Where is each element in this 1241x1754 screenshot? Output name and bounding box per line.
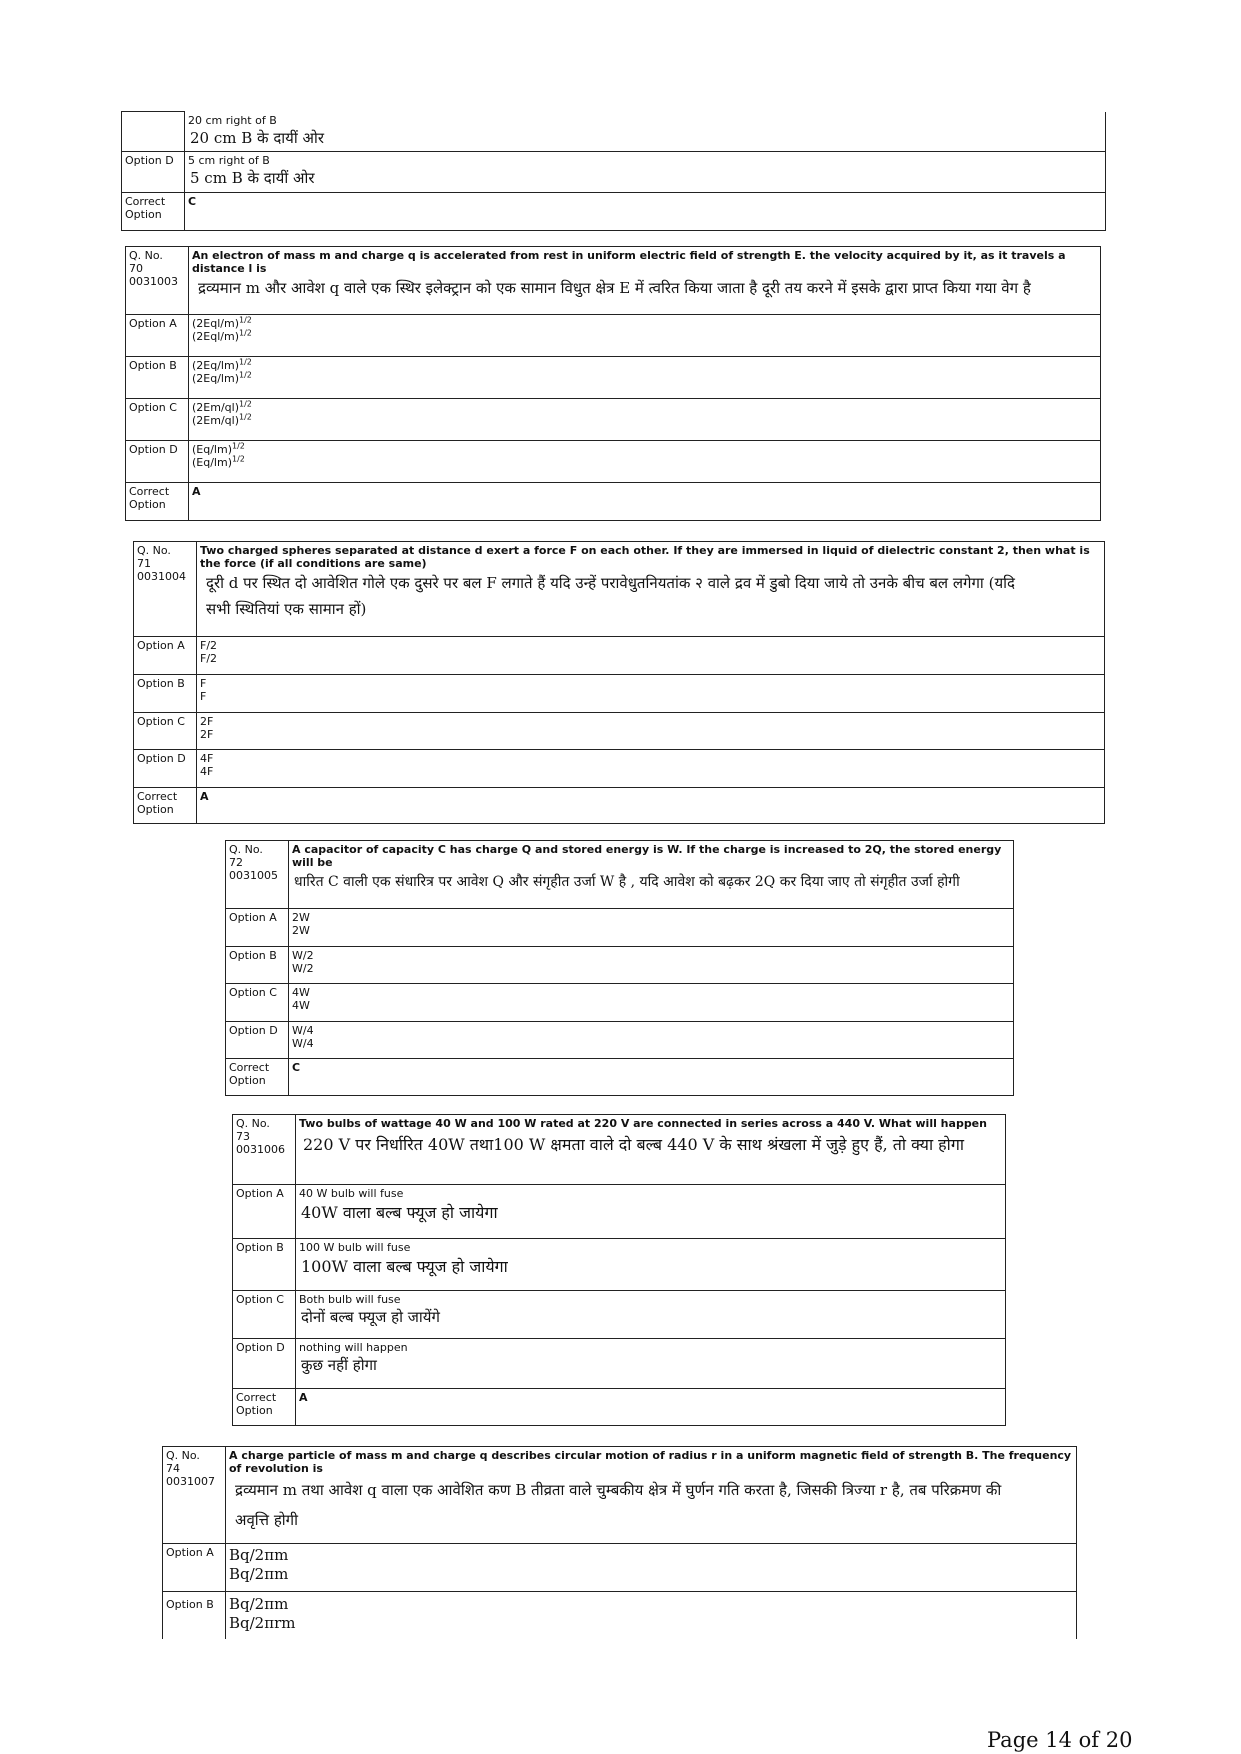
correct-option-value: A (197, 788, 1105, 824)
option-d-text: 4F 4F (197, 750, 1105, 788)
option-b-formula-2: Bq/2πrm (229, 1614, 296, 1632)
option-a-text (226, 1544, 1077, 1592)
option-a-text: 2W 2W (289, 909, 1014, 947)
correct-option-value: A (189, 483, 1101, 521)
question-number: Q. No. 70 0031003 (126, 247, 189, 315)
question-en: A charge particle of mass m and charge q describes circular motion of radius r in a uniform magnetic field of strength B. The frequency of revolution is (229, 1449, 1072, 1475)
option-d-text (296, 1339, 1006, 1389)
option-d-label: Option D (126, 441, 189, 483)
option-c-text (296, 1291, 1006, 1339)
question-hi-line-2: अवृत्ति होगी (235, 1511, 298, 1529)
question-hi: द्रव्यमान m और आवेश q वाले एक स्थिर इलेक्ट्रान को एक सामान विधुत क्षेत्र E में त्वरित किया जाता है दूरी तय करने में इसके द्वारा प्राप्त किया गया वेग है (198, 279, 1031, 297)
option-c-hi: दोनों बल्ब फ्यूज हो जायेंगे (301, 1308, 440, 1326)
option-b-label: Option B (126, 357, 189, 399)
question-text (289, 841, 1014, 909)
option-c-label: Option C (226, 984, 289, 1022)
option-d-en: 5 cm right of B (188, 153, 270, 167)
option-b-text: $(2Eq/lm)^{1/2}$ $(2Eq/lm)^{1/2}$ (189, 357, 1101, 399)
option-d-text: $(Eq/lm)^{1/2}$ $(Eq/lm)^{1/2}$ (189, 441, 1101, 483)
option-c-label (122, 112, 185, 152)
question-hi: धारित C वाली एक संधारित्र पर आवेश Q और संगृहीत उर्जा W है , यदि आवेश को बढ़कर 2Q कर दिया जाए तो संगृहीत उर्जा होगी (294, 874, 960, 890)
option-d-label: Option D (134, 750, 197, 788)
option-d-text: W/4 W/4 (289, 1022, 1014, 1059)
question-en: An electron of mass m and charge q is accelerated from rest in uniform electric field of strength E. the velocity acquired by it, as it travels a distance l is (192, 249, 1066, 275)
option-a-hi: 40W वाला बल्ब फ्यूज हो जायेगा (301, 1203, 498, 1222)
option-c-label: Option C (134, 713, 197, 750)
option-c-label: Option C (233, 1291, 296, 1339)
option-a-text: $(2Eql/m)^{1/2}$ $(2Eql/m)^{1/2}$ (189, 315, 1101, 357)
correct-option-label: Correct Option (134, 788, 197, 824)
option-a-text (296, 1185, 1006, 1239)
question-en: Two charged spheres separated at distance d exert a force F on each other. If they are immersed in liquid of dielectric constant 2, then what is the force (if all conditions are same) (200, 544, 1090, 570)
option-a-formula-1: Bq/2πm (229, 1546, 289, 1564)
option-a-label: Option A (134, 637, 197, 675)
question-hi: 220 V पर निर्धारित 40W तथा100 W क्षमता वाले दो बल्ब 440 V के साथ श्रंखला में जुड़े हुए हैं, तो क्या होगा (303, 1135, 964, 1154)
option-b-text: W/2 W/2 (289, 947, 1014, 984)
question-text (226, 1447, 1077, 1544)
option-d-label: Option D (226, 1022, 289, 1059)
question-en: A capacitor of capacity C has charge Q and stored energy is W. If the charge is increased to 2Q, the stored energy will be (292, 843, 1002, 869)
question-72-table (225, 840, 1014, 1096)
question-70-table (125, 246, 1101, 521)
correct-option-label: Correct Option (226, 1059, 289, 1096)
question-number: Q. No. 72 0031005 (226, 841, 289, 909)
option-a-en: 40 W bulb will fuse (299, 1187, 404, 1200)
correct-option-value: C (185, 192, 1106, 230)
correct-option-label: Correct Option (122, 192, 185, 230)
option-b-label: Option B (134, 675, 197, 713)
option-c-text (185, 112, 1106, 152)
question-number: Q. No. 74 0031007 (163, 1447, 226, 1544)
question-hi-line-1: द्रव्यमान m तथा आवेश q वाला एक आवेशित कण B तीव्रता वाले चुम्बकीय क्षेत्र में घुर्णन गति करता है, जिसकी त्रिज्या r है, तब परिक्रमण की (235, 1481, 1002, 1499)
option-a-label: Option A (226, 909, 289, 947)
question-text (189, 247, 1101, 315)
option-c-label: Option C (126, 399, 189, 441)
question-number: Q. No. 71 0031004 (134, 542, 197, 637)
option-b-label: Option B (163, 1592, 226, 1639)
option-c-text: 2F 2F (197, 713, 1105, 750)
question-text (197, 542, 1105, 637)
option-b-text: F F (197, 675, 1105, 713)
option-d-en: nothing will happen (299, 1341, 408, 1354)
option-a-text: F/2 F/2 (197, 637, 1105, 675)
question-hi-line-2: सभी स्थितियां एक सामान हों) (206, 600, 367, 618)
question-text (296, 1115, 1006, 1185)
option-c-text: $(2Em/ql)^{1/2}$ $(2Em/ql)^{1/2}$ (189, 399, 1101, 441)
correct-option-label: Correct Option (126, 483, 189, 521)
option-b-label: Option B (233, 1239, 296, 1291)
option-c-en: 20 cm right of B (188, 113, 277, 127)
option-d-hi: कुछ नहीं होगा (301, 1356, 377, 1374)
correct-option-value: A (296, 1389, 1006, 1426)
option-b-en: 100 W bulb will fuse (299, 1241, 411, 1254)
question-73-table (232, 1114, 1006, 1426)
option-c-hi: 20 cm B के दायीं ओर (190, 128, 325, 147)
question-69-table (121, 111, 1106, 231)
page-number: Page 14 of 20 (987, 1728, 1133, 1752)
option-b-label: Option B (226, 947, 289, 984)
option-a-label: Option A (163, 1544, 226, 1592)
option-d-hi: 5 cm B के दायीं ओर (190, 168, 315, 187)
option-a-label: Option A (233, 1185, 296, 1239)
option-c-en: Both bulb will fuse (299, 1293, 401, 1306)
option-c-text: 4W 4W (289, 984, 1014, 1022)
question-71-table (133, 541, 1105, 824)
option-a-formula-2: Bq/2πm (229, 1565, 289, 1583)
option-b-formula-1: Bq/2πm (229, 1595, 289, 1613)
question-74-table (162, 1446, 1077, 1639)
option-b-text (226, 1592, 1077, 1639)
question-en: Two bulbs of wattage 40 W and 100 W rated at 220 V are connected in series across a 440 V. What will happen (299, 1117, 987, 1130)
question-number: Q. No. 73 0031006 (233, 1115, 296, 1185)
correct-option-value: C (289, 1059, 1014, 1096)
option-b-text (296, 1239, 1006, 1291)
option-d-text (185, 151, 1106, 192)
option-d-label: Option D (233, 1339, 296, 1389)
correct-option-label: Correct Option (233, 1389, 296, 1426)
option-a-label: Option A (126, 315, 189, 357)
option-d-label: Option D (122, 151, 185, 192)
option-b-hi: 100W वाला बल्ब फ्यूज हो जायेगा (301, 1257, 508, 1276)
question-hi-line-1: दूरी d पर स्थित दो आवेशित गोले एक दुसरे पर बल F लगाते हैं यदि उन्हें परावेधुतनियतांक २ वाले द्रव में डुबो दिया जाये तो उनके बीच बल लगेगा (यदि (206, 574, 1015, 592)
